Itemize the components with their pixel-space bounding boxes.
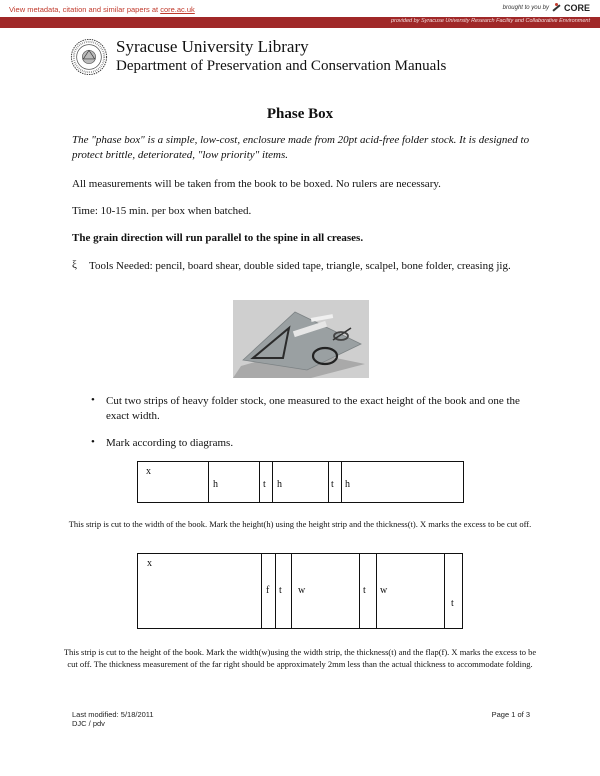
- strip2-label-w: w: [380, 585, 388, 596]
- core-logo-icon: [552, 3, 562, 13]
- tools-paragraph: Tools Needed: pencil, board shear, double sided tape, triangle, scalpel, bone folder, creasing jig.: [89, 260, 511, 272]
- height-strip-diagram: [137, 553, 463, 629]
- strip1-label-h: h: [345, 479, 350, 490]
- strip1-label-h: h: [213, 479, 218, 490]
- strip1-divider: [259, 462, 260, 502]
- footer-last-modified: Last modified: 5/18/2011: [72, 710, 154, 719]
- strip1-divider: [208, 462, 209, 502]
- intro-paragraph: The "phase box" is a simple, low-cost, enclosure made from 20pt acid-free folder stock. It is designed to protect brittle, deteriorated, "low priority" items.: [72, 134, 530, 161]
- strip1-divider: [341, 462, 342, 502]
- strip2-label-t: t: [363, 585, 366, 596]
- core-view-link[interactable]: core.ac.uk: [160, 5, 195, 14]
- core-logo-text: CORE: [563, 3, 590, 13]
- provided-by-text: provided by Syracuse University Research Facility and Collaborative Environment: [390, 18, 590, 24]
- strip1-label-x: x: [146, 466, 151, 477]
- tools-photo: [233, 300, 369, 378]
- strip2-divider: [376, 554, 377, 628]
- bullet-dot-1: •: [91, 394, 95, 406]
- footer-author: DJC / pdv: [72, 719, 105, 728]
- width-strip-diagram: [137, 461, 464, 503]
- strip1-label-t: t: [263, 479, 266, 490]
- tools-photo-drawing: [233, 300, 369, 378]
- core-brought-text: brought to you by: [502, 5, 549, 11]
- tools-bullet-symbol: ξ: [72, 259, 77, 271]
- strip2-label-t: t: [451, 598, 454, 609]
- strip1-caption: This strip is cut to the width of the book. Mark the height(h) using the height strip and the thickness(t). X marks the excess to be cut off.: [68, 519, 532, 529]
- strip1-divider: [272, 462, 273, 502]
- strip1-label-t: t: [331, 479, 334, 490]
- strip2-divider: [261, 554, 262, 628]
- footer-page-number: Page 1 of 3: [491, 710, 530, 719]
- measurements-paragraph: All measurements will be taken from the book to be boxed. No rulers are necessary.: [72, 178, 441, 190]
- strip2-label-x: x: [147, 558, 152, 569]
- strip2-divider: [291, 554, 292, 628]
- strip2-caption: This strip is cut to the height of the book. Mark the width(w)using the width strip, the thickness(t) and the flap(f). X marks the excess to be cut off. The thickness measurement of the far right should be approximately 2mm less than the actual thickness to accommodate folding.: [63, 647, 537, 669]
- strip2-label-w: w: [298, 585, 306, 596]
- library-name: Syracuse University Library: [116, 37, 309, 56]
- grain-paragraph: The grain direction will run parallel to the spine in all creases.: [72, 232, 364, 244]
- time-paragraph: Time: 10-15 min. per box when batched.: [72, 205, 252, 217]
- core-banner: [0, 0, 600, 28]
- core-brand[interactable]: [503, 3, 590, 13]
- strip2-divider: [444, 554, 445, 628]
- bullet-dot-2: •: [91, 436, 95, 448]
- bullet-item-1: Cut two strips of heavy folder stock, one measured to the exact height of the book and one the exact width.: [106, 395, 520, 422]
- core-view-text: View metadata, citation and similar papers at: [9, 5, 161, 14]
- core-view-link-line[interactable]: [9, 5, 195, 14]
- university-seal-icon: [70, 38, 108, 76]
- provided-by-bar: [0, 17, 600, 28]
- strip2-divider: [359, 554, 360, 628]
- bullet-item-2: Mark according to diagrams.: [106, 437, 234, 449]
- strip1-divider: [328, 462, 329, 502]
- strip1-label-h: h: [277, 479, 282, 490]
- core-logo[interactable]: [552, 3, 590, 13]
- strip2-label-f: f: [266, 585, 270, 596]
- strip2-divider: [275, 554, 276, 628]
- page-title: Phase Box: [266, 106, 334, 122]
- strip2-label-t: t: [279, 585, 282, 596]
- department-name: Department of Preservation and Conservation Manuals: [116, 58, 447, 74]
